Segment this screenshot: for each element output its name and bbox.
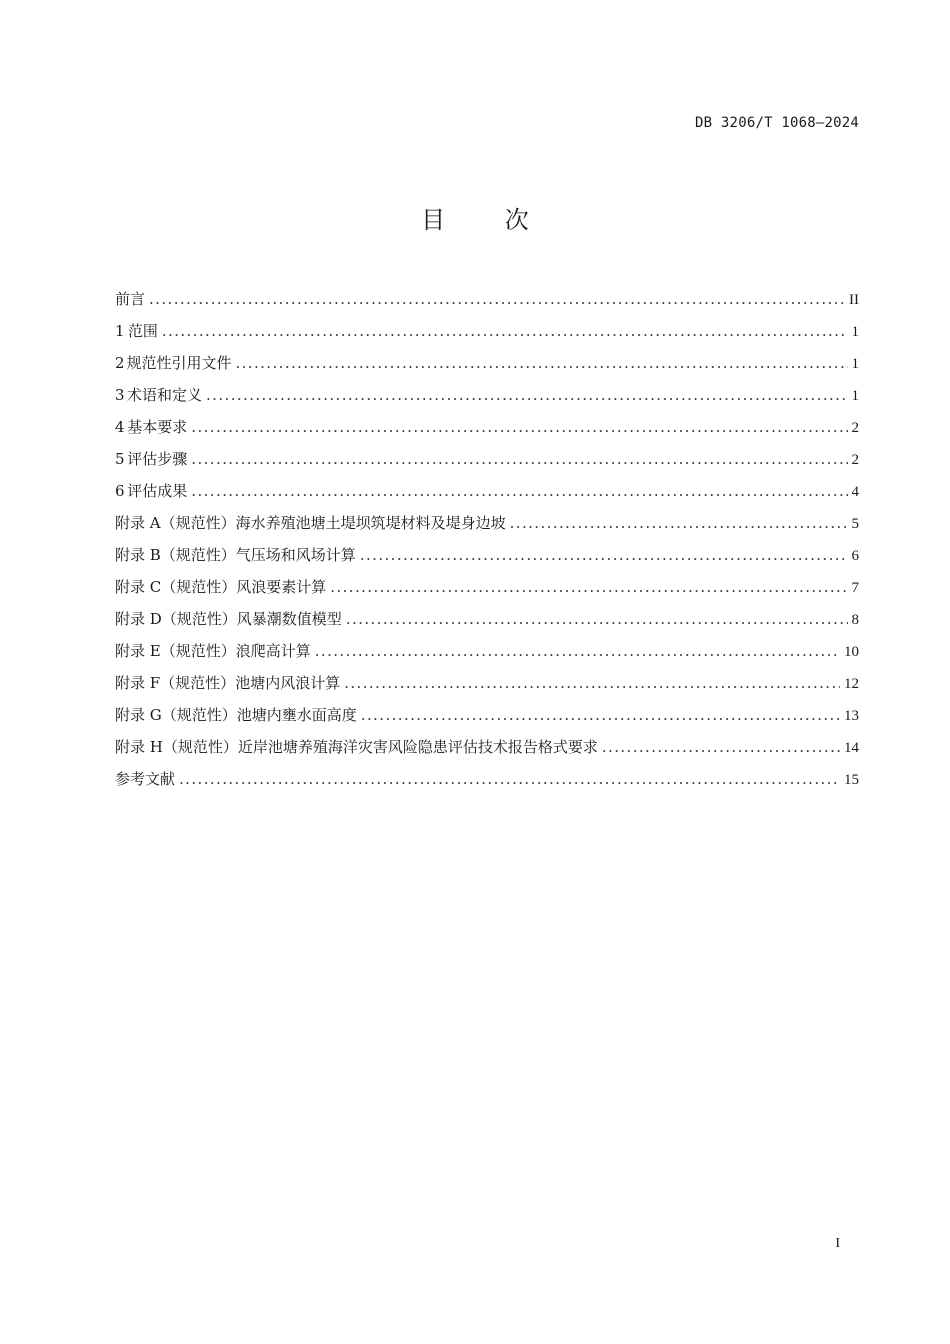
toc-entry[interactable] [115, 289, 859, 321]
toc-entry[interactable] [115, 769, 859, 801]
toc-entry-page: 2 [851, 452, 859, 468]
toc-entry-page: 4 [851, 484, 859, 500]
toc-entry-appendix: 附录 H（规范性） [115, 738, 238, 756]
toc-leader-dots [162, 321, 848, 341]
toc-entry-page: 1 [851, 324, 859, 340]
toc-leader-dots [191, 417, 847, 437]
toc-leader-dots [602, 737, 840, 757]
toc-entry-label: 池塘内风浪计算 [235, 674, 341, 692]
toc-entry-label: 气压场和风场计算 [235, 546, 356, 564]
toc-entry-label: 浪爬高计算 [235, 642, 311, 660]
toc-entry-appendix: 附录 G（规范性） [115, 706, 237, 724]
toc-leader-dots [235, 353, 847, 373]
toc-leader-dots [360, 545, 848, 565]
toc-entry[interactable] [115, 737, 859, 769]
toc-entry-page: 15 [844, 772, 859, 788]
toc-entry[interactable] [115, 513, 859, 545]
toc-entry-label: 评估步骤 [127, 450, 188, 468]
toc-leader-dots [206, 385, 847, 405]
toc-leader-dots [344, 673, 840, 693]
toc-entry-page: 10 [844, 644, 859, 660]
toc-entry[interactable] [115, 417, 859, 449]
toc-entry-number: 2 [115, 354, 125, 372]
toc-entry-page: 7 [851, 580, 859, 596]
toc-entry[interactable] [115, 449, 859, 481]
toc-entry-appendix: 附录 A（规范性） [115, 514, 236, 532]
toc-entry-page: 2 [851, 420, 859, 436]
toc-entry-number: 5 [115, 450, 125, 468]
toc-leader-dots [315, 641, 840, 661]
toc-entry[interactable] [115, 673, 859, 705]
toc-entry-label: 术语和定义 [127, 386, 203, 404]
toc-entry[interactable] [115, 641, 859, 673]
page-number: I [835, 1236, 840, 1251]
toc-entry[interactable] [115, 321, 859, 353]
toc-entry-label: 前言 [115, 290, 146, 308]
toc-entry-page: 6 [851, 548, 859, 564]
page-title: 目 次 [421, 206, 555, 234]
toc-entry[interactable] [115, 577, 859, 609]
toc-entry-label: 规范性引用文件 [126, 354, 232, 372]
toc-entry-number: 1 [115, 322, 125, 340]
toc-entry[interactable] [115, 353, 859, 385]
toc-entry[interactable] [115, 545, 859, 577]
toc-leader-dots [179, 769, 840, 789]
toc-entry-page: 12 [844, 676, 859, 692]
toc-entry-label: 参考文献 [115, 770, 176, 788]
toc-entry-label: 评估成果 [127, 482, 188, 500]
toc-entry-number: 6 [115, 482, 125, 500]
toc-entry-page: II [849, 292, 859, 308]
toc-leader-dots [191, 449, 847, 469]
toc-entry-appendix: 附录 B（规范性） [115, 546, 236, 564]
toc-leader-dots [361, 705, 840, 725]
toc-entry-label: 风浪要素计算 [236, 578, 327, 596]
toc-entry-label: 基本要求 [127, 418, 188, 436]
toc-leader-dots [149, 289, 845, 309]
toc-entry-appendix: 附录 E（规范性） [115, 642, 236, 660]
toc-entry-label: 池塘内壅水面高度 [236, 706, 357, 724]
toc-entry-appendix: 附录 F（规范性） [115, 674, 236, 692]
toc-entry[interactable] [115, 481, 859, 513]
toc-entry-label: 近岸池塘养殖海洋灾害风险隐患评估技术报告格式要求 [237, 738, 598, 756]
toc-leader-dots [330, 577, 847, 597]
toc-entry-appendix: 附录 D（规范性） [115, 610, 237, 628]
toc-entry-page: 5 [851, 516, 859, 532]
toc-leader-dots [510, 513, 848, 533]
toc-entry-page: 13 [844, 708, 859, 724]
toc-entry-number: 3 [115, 386, 125, 404]
table-of-contents [115, 289, 859, 801]
toc-leader-dots [346, 609, 848, 629]
toc-entry[interactable] [115, 609, 859, 641]
toc-entry-label: 范围 [127, 322, 158, 340]
toc-leader-dots [191, 481, 847, 501]
toc-entry-page: 14 [844, 740, 859, 756]
toc-entry-label: 风暴潮数值模型 [236, 610, 342, 628]
toc-entry-page: 8 [851, 612, 859, 628]
toc-entry[interactable] [115, 705, 859, 737]
toc-entry-page: 1 [851, 388, 859, 404]
toc-entry-label: 海水养殖池塘土堤坝筑堤材料及堤身边坡 [235, 514, 506, 532]
toc-entry[interactable] [115, 385, 859, 417]
document-code: DB 3206/T 1068—2024 [695, 115, 859, 131]
toc-entry-appendix: 附录 C（规范性） [115, 578, 237, 596]
toc-entry-number: 4 [115, 418, 125, 436]
toc-entry-page: 1 [851, 356, 859, 372]
